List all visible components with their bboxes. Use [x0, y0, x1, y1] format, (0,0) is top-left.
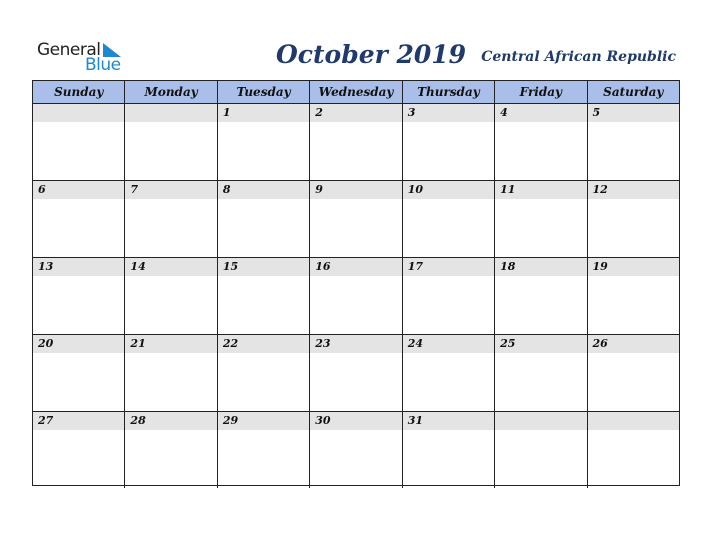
- day-number: 23: [315, 337, 331, 350]
- day-number: 10: [407, 183, 423, 196]
- day-number: 6: [38, 183, 46, 196]
- day-cell: [588, 104, 679, 180]
- logo-word-blue: Blue: [85, 55, 121, 75]
- week-row: [33, 104, 679, 181]
- country-name: Central African Republic: [481, 49, 676, 65]
- day-cell: [403, 335, 495, 411]
- day-cell: [310, 412, 402, 488]
- day-cell: [125, 258, 217, 334]
- day-cell: [495, 181, 587, 257]
- day-number: 27: [38, 414, 54, 427]
- day-number: 21: [130, 337, 146, 350]
- day-cell: [310, 335, 402, 411]
- day-number: 12: [592, 183, 608, 196]
- day-cell: [310, 258, 402, 334]
- day-cell: [125, 412, 217, 488]
- day-number: 28: [130, 414, 146, 427]
- day-cell: [218, 412, 310, 488]
- day-number: 11: [500, 183, 516, 196]
- day-cell: [33, 104, 125, 180]
- day-cell: [495, 104, 587, 180]
- day-number: 19: [592, 260, 608, 273]
- day-cell: [218, 181, 310, 257]
- day-number: 24: [407, 337, 423, 350]
- day-number: 1: [222, 106, 231, 119]
- weekday-header: Sunday: [33, 81, 125, 103]
- day-number: 16: [315, 260, 331, 273]
- day-cell: [218, 104, 310, 180]
- day-cell: [218, 335, 310, 411]
- calendar-title: October 2019: [276, 40, 467, 69]
- day-number: 31: [407, 414, 423, 427]
- calendar-grid: [32, 80, 680, 486]
- weekday-header: Tuesday: [218, 81, 310, 103]
- day-cell: [588, 181, 679, 257]
- day-number: 9: [315, 183, 323, 196]
- day-number: 13: [38, 260, 54, 273]
- day-cell: [403, 181, 495, 257]
- day-cell: [588, 335, 679, 411]
- logo-word-general: General: [37, 40, 101, 60]
- day-cell: [588, 412, 679, 488]
- day-cell: [33, 335, 125, 411]
- weekday-header: Wednesday: [310, 81, 402, 103]
- day-cell: [495, 258, 587, 334]
- day-cell: [403, 412, 495, 488]
- weekday-header-row: [33, 81, 679, 104]
- day-cell: [125, 104, 217, 180]
- week-row: [33, 258, 679, 335]
- weekday-header: Thursday: [403, 81, 495, 103]
- day-number: 17: [407, 260, 423, 273]
- day-number: 7: [130, 183, 139, 196]
- day-number: 18: [500, 260, 516, 273]
- day-cell: [33, 412, 125, 488]
- day-number: 3: [407, 106, 416, 119]
- week-row: [33, 181, 679, 258]
- day-number: 30: [315, 414, 331, 427]
- day-cell: [33, 181, 125, 257]
- weekday-header: Friday: [495, 81, 587, 103]
- day-number: 2: [315, 106, 323, 119]
- day-number: 25: [500, 337, 516, 350]
- day-cell: [588, 258, 679, 334]
- week-row: [33, 412, 679, 488]
- day-number: 14: [130, 260, 146, 273]
- week-row: [33, 335, 679, 412]
- day-cell: [403, 104, 495, 180]
- day-cell: [403, 258, 495, 334]
- day-number: 15: [222, 260, 239, 273]
- day-number: 5: [592, 106, 601, 119]
- day-number: 8: [222, 183, 231, 196]
- weekday-header: Monday: [125, 81, 217, 103]
- day-number: 20: [38, 337, 54, 350]
- day-cell: [495, 412, 587, 488]
- day-number: 29: [222, 414, 239, 427]
- day-number: 26: [592, 337, 608, 350]
- weekday-header: Saturday: [603, 85, 664, 99]
- day-cell: [310, 104, 402, 180]
- generalblue-logo: [37, 40, 127, 74]
- day-number: 22: [222, 337, 239, 350]
- day-cell: [218, 258, 310, 334]
- day-cell: [310, 181, 402, 257]
- day-number: 4: [500, 106, 508, 119]
- day-cell: [33, 258, 125, 334]
- day-cell: [125, 181, 217, 257]
- day-cell: [125, 335, 217, 411]
- day-cell: [495, 335, 587, 411]
